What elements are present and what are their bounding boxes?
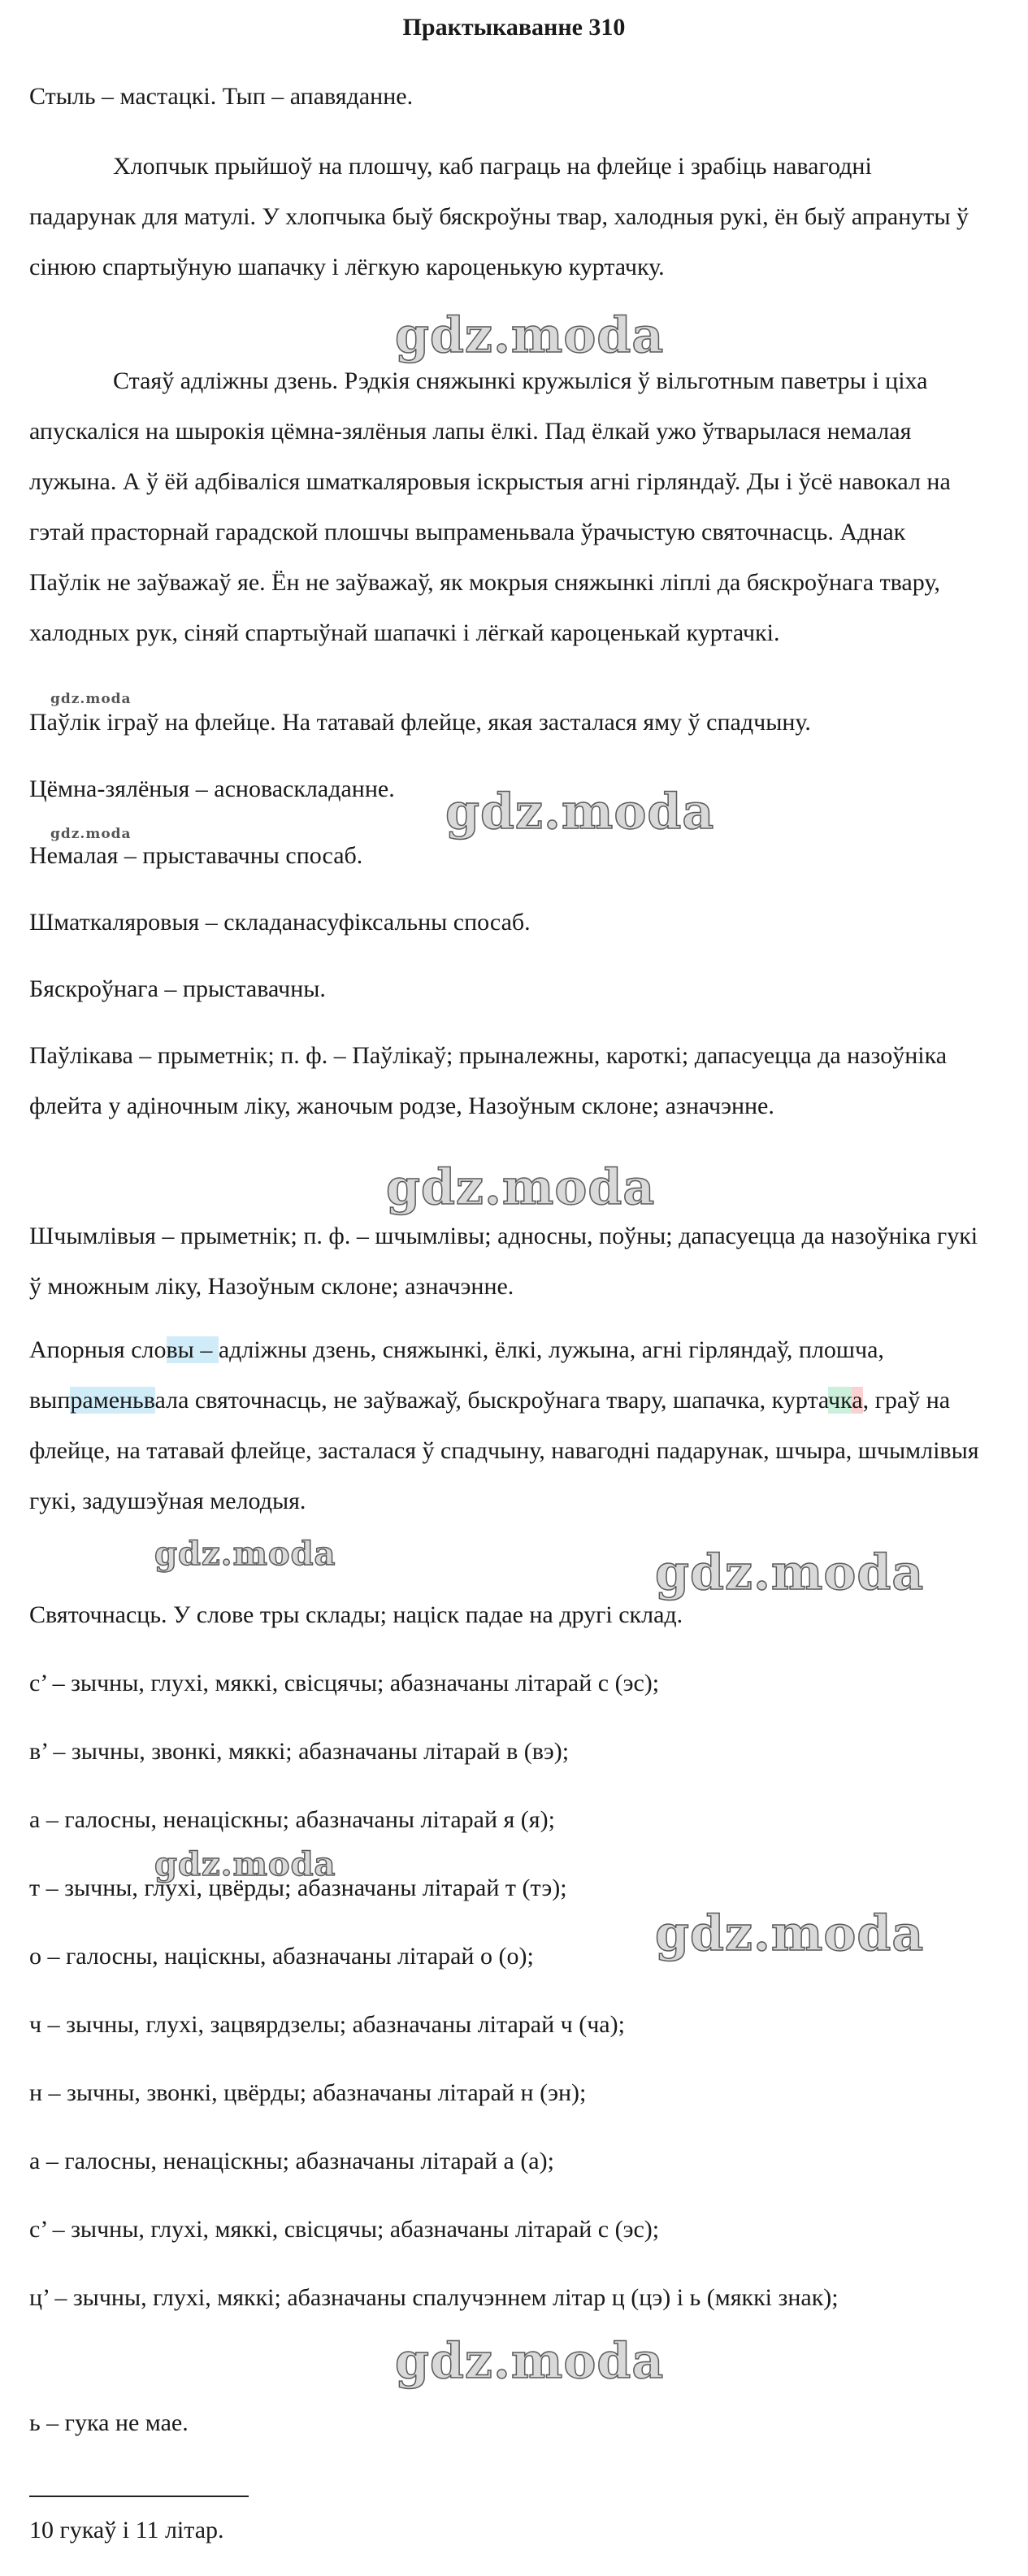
- watermark: gdz.moda: [386, 1159, 656, 1216]
- watermark: gdz.moda: [154, 1845, 336, 1883]
- word-analysis-1: Цёмна-зялёныя – асноваскладанне.: [29, 775, 395, 802]
- paragraph-2: Стаяў адлiжны дзень. Рэдкiя сняжынкi кружылiся ў вільготным паветры і ціха апускаліся на шырокія цёмна-зялёныя лапы ёлкі. Пад ёлкай ужо ўтварылася немалая лужына. А ў ёй адбіваліся шматкаляровыя іскрыстыя агні гірляндаў. Ды і ўсё навокал на гэтай прасторнай гарадской плошчы выпраменьвала ўрачыстую святочнасць. Аднак Паўлік не заўважаў яе. Ён не заўважаў, як мокрыя сняжынкі ліплі да бяскроўнага твару, халодных рук, сіняй спартыўнай шапачкі і лёгкай кароценькай куртачкі.: [29, 367, 951, 646]
- footnote: 10 гукаў і 11 літар.: [29, 2517, 224, 2543]
- word-analysis-2: Немалая – прыставачны спосаб.: [29, 842, 363, 869]
- sound-line: ь – гука не мае.: [29, 2409, 189, 2436]
- sound-line: с’ – зычны, глухі, мяккі, свісцячы; абазначаны літарай с (эс);: [29, 1670, 660, 1696]
- paragraph-1: Хлопчык прыйшоў на плошчу, каб паграць на флейце і зрабіць навагодні падарунак для матулі. У хлопчыка быў бяскроўны твар, халодныя рукі, ён быў апрануты ў сінюю спартыўную шапачку і лёгкую кароценькую куртачку.: [29, 153, 969, 280]
- exercise-title: Практыкаванне 310: [402, 14, 626, 41]
- sound-line: с’ – зычны, глухі, мяккі, свісцячы; абазначаны літарай с (эс);: [29, 2216, 660, 2243]
- watermark: gdz.moda: [655, 1905, 925, 1962]
- sound-line: о – галосны, націскны, абазначаны літарай о (о);: [29, 1943, 534, 1970]
- adjective-analysis-2: Шчымлівыя – прыметнік; п. ф. – шчымлівы; адносны, поўны; дапасуецца да назоўніка гукі ў множным ліку, Назоўным склоне; азначэнне.: [29, 1223, 978, 1300]
- style-line: Стыль – мастацкі. Тып – апавяданне.: [29, 83, 414, 110]
- sound-line: ч – зычны, глухі, зацвярдзелы; абазначаны літарай ч (ча);: [29, 2011, 625, 2038]
- adjective-analysis-1: Паўлікава – прыметнік; п. ф. – Паўлікаў; прыналежны, кароткі; дапасуецца да назоўніка флейта у адіночным ліку, жаночым родзе, Назоўным склоне; азначэнне.: [29, 1042, 948, 1119]
- sound-line: ц’ – зычны, глухі, мяккі; абазначаны спалучэннем літар ц (цэ) і ь (мяккі знак);: [29, 2284, 839, 2311]
- sound-line: т – зычны, глухі, цвёрды; абазначаны літарай т (тэ);: [29, 1874, 567, 1901]
- watermark: gdz.moda: [655, 1544, 925, 1601]
- footnote-divider: [29, 2496, 249, 2497]
- word-analysis-3: Шматкаляровыя – складанасуфіксальны спосаб.: [29, 909, 531, 936]
- highlight-blue: вы –: [166, 1336, 219, 1363]
- watermark: gdz.moda: [445, 784, 715, 841]
- word-analysis-4: Бяскроўнага – прыставачны.: [29, 975, 326, 1002]
- watermark: gdz.moda: [50, 691, 132, 707]
- watermark: gdz.moda: [395, 307, 665, 364]
- highlight-blue: раменьв: [70, 1387, 155, 1414]
- support-words-text: ала святочнасць, не заўважаў, быскроўнага твару, шапачка, курта: [154, 1387, 829, 1414]
- support-words-text: , граў на флейце, на татавай флейце, засталася ў спадчыну, навагодні падарунак, шчыра, шчымлівыя гукі, задушэўная мелодыя.: [29, 1387, 979, 1514]
- sound-line: в’ – зычны, звонкі, мяккі; абазначаны літарай в (вэ);: [29, 1738, 570, 1765]
- sound-line: н – зычны, звонкі, цвёрды; абазначаны літарай н (эн);: [29, 2079, 587, 2106]
- highlight-green: чк: [828, 1387, 852, 1414]
- phonetic-intro: Святочнасць. У слове тры склады; націск падае на другі склад.: [29, 1601, 683, 1628]
- support-words: [29, 1325, 980, 1527]
- watermark: gdz.moda: [154, 1535, 336, 1573]
- highlight-red: а: [852, 1387, 863, 1414]
- watermark: gdz.moda: [50, 826, 132, 842]
- support-words-text: Апорныя сло: [29, 1336, 167, 1363]
- sound-line: а – галосны, ненацiскны; абазначаны літарай я (я);: [29, 1806, 555, 1833]
- watermark: gdz.moda: [395, 2333, 665, 2390]
- paragraph-3: Паўлік іграў на флейце. На татавай флейце, якая засталася яму ў спадчыну.: [29, 709, 811, 736]
- support-words-text: адлiжны дзень, сняжынкі, ёлкі, лужына, агні гірляндаў, плошча, вып: [29, 1336, 884, 1414]
- sound-line: а – галосны, ненацiскны; абазначаны літарай а (а);: [29, 2148, 554, 2174]
